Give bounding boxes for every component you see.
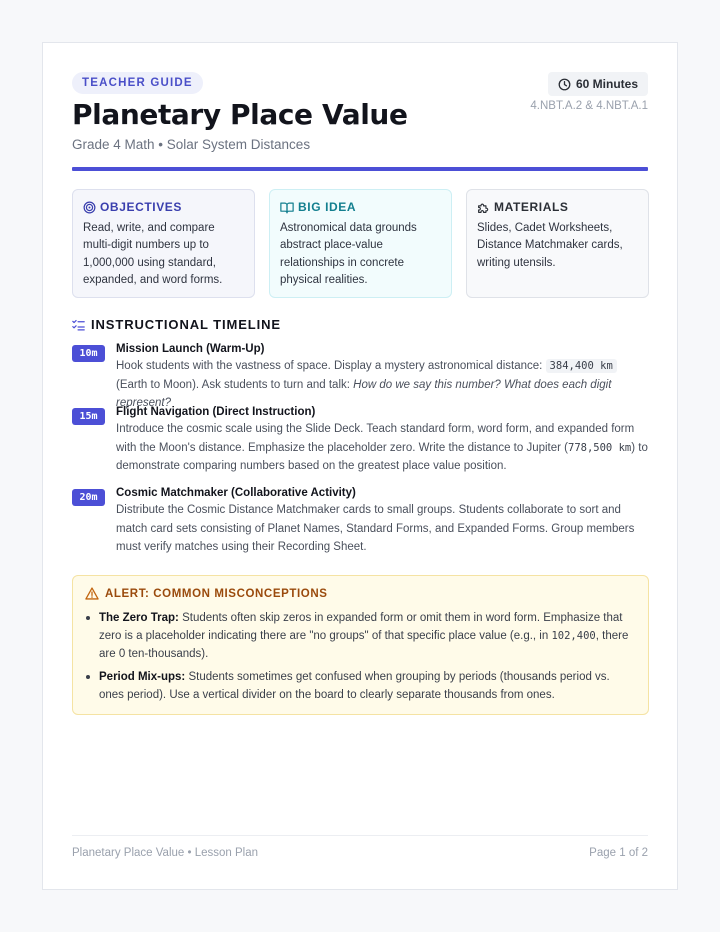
standards-label: 4.NBT.A.2 & 4.NBT.A.1 (530, 100, 648, 112)
page-number: Page 1 of 2 (589, 847, 648, 859)
timeline-item-title: Flight Navigation (Direct Instruction) (116, 406, 316, 418)
summary-cards (72, 189, 649, 298)
turn-and-talk-question: How do we say this number? What does each digit represent? (116, 378, 612, 409)
materials-text: Slides, Cadet Worksheets, Distance Matchmaker cards, writing utensils. (477, 222, 623, 269)
timeline-item-title: Cosmic Matchmaker (Collaborative Activity) (116, 487, 356, 499)
objectives-text: Read, write, and compare multi-digit numbers up to 1,000,000 using standard, expanded, and word forms. (83, 222, 223, 286)
lesson-plan-page (42, 42, 678, 890)
warning-icon (85, 587, 99, 600)
number-code: 102,400 (551, 630, 596, 642)
timeline-item-description: Distribute the Cosmic Distance Matchmaker cards to small groups. Students collaborate to sort and match card sets consisting of Planet Names, Standard Forms, and Expanded Forms. Group members must verify matches using their Recording Sheet. (116, 504, 635, 553)
header (72, 72, 648, 168)
distance-code: 778,500 km (568, 441, 632, 454)
list-item: The Zero Trap: Students often skip zeros in expanded form or omit them in word form. Emphasize that zero is a placeholder indicating there are "no groups" of that specific place value (e.g., in 102,400, there are 0 ten-thousands). (99, 609, 632, 663)
clock-icon (558, 78, 571, 91)
open-book-icon (280, 201, 294, 214)
materials-title: MATERIALS (494, 200, 569, 214)
time-badge: 20m (72, 489, 105, 506)
time-badge: 15m (72, 408, 105, 425)
timeline-item-description: Introduce the cosmic scale using the Slide Deck. Teach standard form, word form, and expanded form with the Moon's distance. Emphasize the placeholder zero. Write the distance to Jupiter (778,500 km) to demonstrate comparing numbers based on the greatest place value position. (116, 423, 648, 472)
objectives-title: OBJECTIVES (100, 200, 183, 214)
puzzle-icon (477, 201, 490, 214)
timeline-heading-label: INSTRUCTIONAL TIMELINE (91, 317, 281, 332)
alert-heading-label: ALERT: COMMON MISCONCEPTIONS (105, 587, 328, 600)
checklist-icon (72, 319, 85, 331)
page-subtitle: Grade 4 Math • Solar System Distances (72, 137, 311, 152)
alert-heading (85, 587, 328, 600)
objectives-card (72, 189, 255, 298)
timeline-item-title: Mission Launch (Warm-Up) (116, 343, 265, 355)
big-idea-title: BIG IDEA (298, 200, 357, 214)
teacher-guide-badge: TEACHER GUIDE (72, 72, 203, 94)
page-title: Planetary Place Value (72, 98, 408, 131)
footer-title: Planetary Place Value • Lesson Plan (72, 847, 259, 859)
list-item: Period Mix-ups: Students sometimes get confused when grouping by periods (thousands period vs. ones period). Use a vertical divider on the board to clearly separate thousands from ones. (99, 668, 632, 704)
target-icon (83, 201, 96, 214)
timeline-item-description: Hook students with the vastness of space. Display a mystery astronomical distance: 384,400 km (Earth to Moon). Ask students to turn and talk: How do we say this number? What does each digit represent? (116, 357, 648, 413)
misconceptions-alert (72, 575, 649, 715)
time-badge: 10m (72, 345, 105, 362)
big-idea-card (269, 189, 452, 298)
header-divider (72, 167, 648, 171)
timeline-heading (72, 317, 281, 332)
materials-card (466, 189, 649, 298)
footer-divider (72, 835, 648, 836)
distance-code: 384,400 km (546, 359, 617, 373)
misconceptions-list (99, 609, 632, 709)
big-idea-text: Astronomical data grounds abstract place-value relationships in concrete physical realities. (280, 222, 417, 286)
duration-label: 60 Minutes (575, 77, 638, 91)
duration-badge (548, 72, 648, 96)
